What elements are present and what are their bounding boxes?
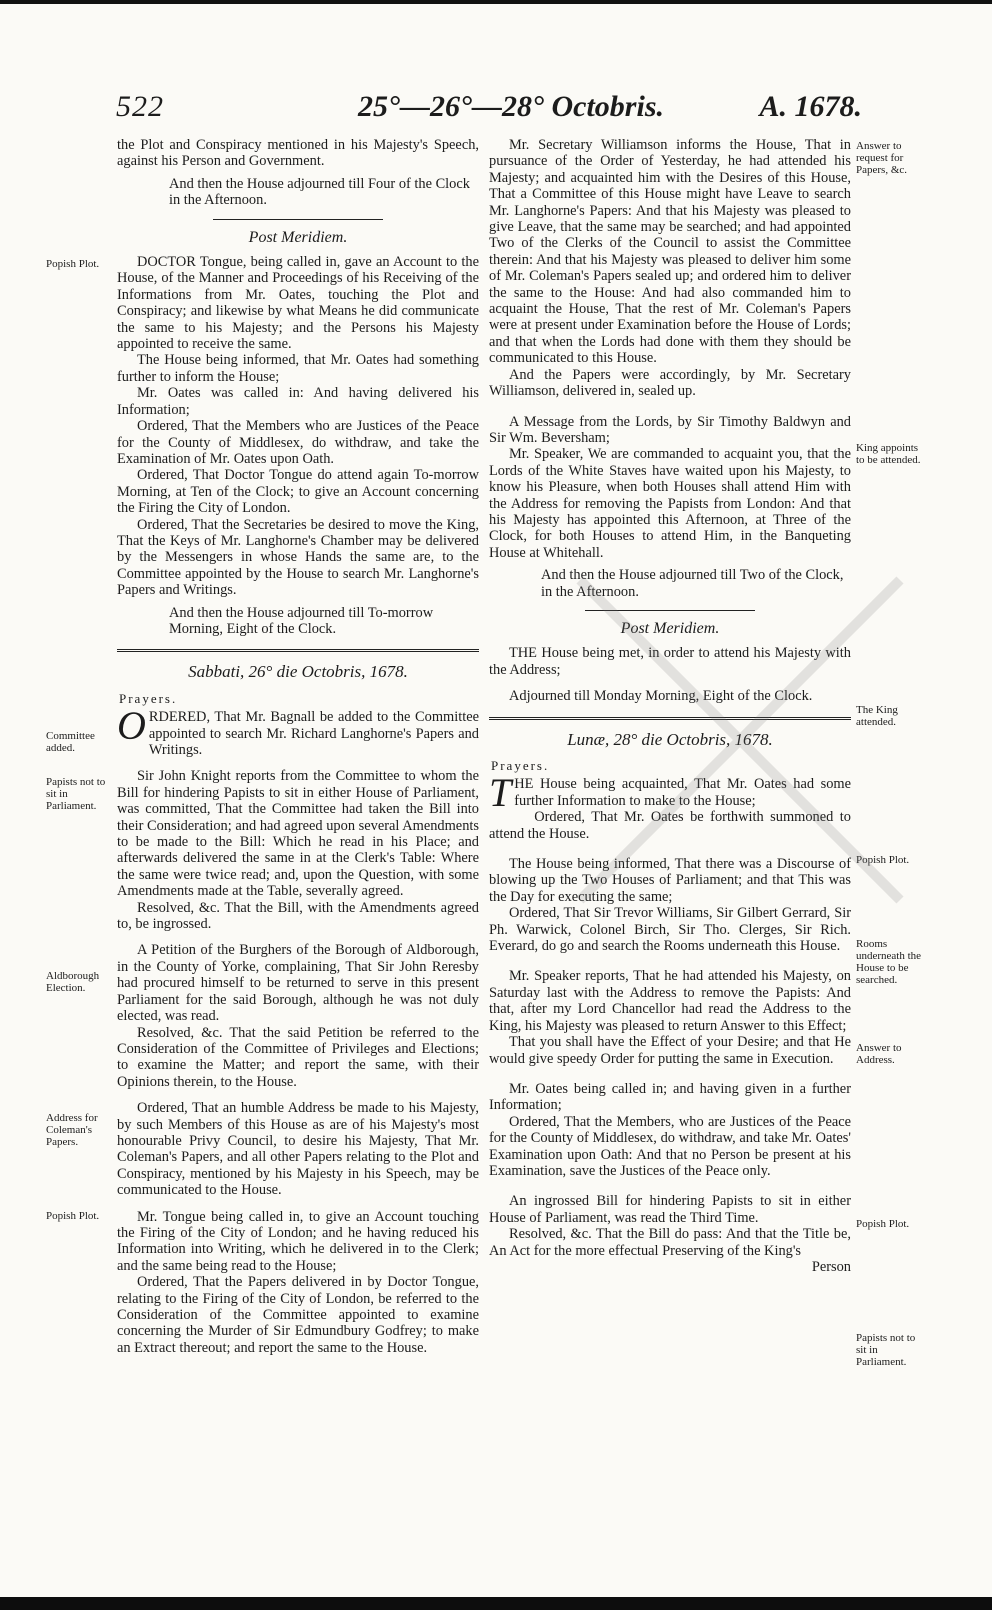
adjournment: And then the House adjourned till Two of the Clock, in the Afternoon. <box>541 567 844 600</box>
paragraph: Ordered, That the Members, who are Justices of the Peace for the County of Middlesex, do withdraw, and take Mr. Oates' Examination upon Oath: And that no Person be present at his Examination, save the Justices of the Peace only. <box>489 1113 851 1179</box>
page-header <box>116 90 862 134</box>
margin-note: Papists not to sit in Parliament. <box>46 776 106 812</box>
drop-cap: O <box>117 703 146 749</box>
left-column <box>117 137 479 1356</box>
margin-note: Popish Plot. <box>856 854 910 866</box>
paragraph: A Message from the Lords, by Sir Timothy Baldwyn and Sir Wm. Beversham; <box>489 413 851 446</box>
paragraph: Ordered, That Sir Trevor Williams, Sir Gilbert Gerrard, Sir Ph. Warwick, Colonel Birch, Sir Tho. Clerges, Sir Rich. Everard, do go and search the Rooms underneath this House. <box>489 905 851 955</box>
margin-note: Popish Plot. <box>46 1210 100 1222</box>
paragraph: An ingrossed Bill for hindering Papists to sit in either House of Parliament, was read the Third Time. <box>489 1193 851 1226</box>
paragraph: Mr. Speaker, We are commanded to acquaint you, that the Lords of the White Staves have waited upon his Majesty, to know his Pleasure, when both Houses shall attend Him with the Address for removing the Papists from London: And that his Majesty has appointed this Afternoon, at Three of the Clock, for both Houses to attend Him, in the Banqueting House at Whitehall. <box>489 446 851 561</box>
paragraph-text: HE House being acquainted, That Mr. Oates had some further Information to make to the House; <box>514 776 851 809</box>
paragraph: Resolved, &c. That the Bill, with the Amendments agreed to, be ingrossed. <box>117 899 479 933</box>
margin-note: Address for Coleman's Papers. <box>46 1112 98 1148</box>
paragraph: the Plot and Conspiracy mentioned in his Majesty's Speech, against his Person and Government. <box>117 137 479 170</box>
section-divider <box>117 649 479 652</box>
paragraph: DOCTOR Tongue, being called in, gave an Account to the House, of the Manner and Proceedings of his Receiving of the Informations from Mr. Oates, touching the Plot and Conspiracy; and likewise by what Means he did communicate the same to his Majesty; and the Persons his Majesty appointed to receive the same. <box>117 254 479 353</box>
section-divider <box>489 717 851 720</box>
margin-note: Aldborough Election. <box>46 970 100 994</box>
prayers-label: Prayers. <box>491 758 550 773</box>
margin-note: Popish Plot. <box>46 258 100 270</box>
drop-cap: T <box>489 770 512 816</box>
paragraph: The House being informed, that Mr. Oates had something further to inform the House; <box>117 352 479 385</box>
page-top-border <box>0 0 992 4</box>
paragraph: THE House being met, in order to attend his Majesty with the Address; <box>489 645 851 678</box>
divider <box>213 219 383 220</box>
paragraph: Ordered, That Doctor Tongue do attend again To-morrow Morning, at Ten of the Clock; to give an Account concerning the Firing the City of London. <box>117 467 479 517</box>
prayers-label: Prayers. <box>119 690 178 706</box>
paragraph-text: RDERED, That Mr. Bagnall be added to the Committee appointed to search Mr. Richard Langhorne's Papers and Writings. <box>148 709 479 758</box>
adjournment: And then the House adjourned till To-morrow Morning, Eight of the Clock. <box>169 604 434 637</box>
paragraph: Ordered, That the Papers delivered in by Doctor Tongue, relating to the Firing of the City of London, be referred to the Consideration of the Committee appointed to examine concerning the Murder of Sir Edmundbury Godfrey; to make an Extract thereout; and report the same to the House. <box>117 1274 479 1356</box>
paragraph: A Petition of the Burghers of the Borough of Aldborough, in the County of Yorke, complaining, That Sir John Reresby had procured himself to be returned to serve in this present Parliament for the said Borough, although he was not duly elected, was read. <box>117 942 479 1025</box>
catchword: Person <box>811 1258 851 1275</box>
margin-note: The King attended. <box>856 704 898 728</box>
paragraph: And the Papers were accordingly, by Mr. Secretary Williamson, delivered in, sealed up. <box>489 366 851 400</box>
margin-note: Papists not to sit in Parliament. <box>856 1332 916 1368</box>
paragraph-dropcap <box>489 770 851 816</box>
header-year: A. 1678. <box>759 90 862 123</box>
paragraph: Mr. Oates being called in; and having given in a further Information; <box>489 1080 851 1114</box>
day-heading: Sabbati, 26° die Octobris, 1678. <box>188 662 408 682</box>
margin-note: King appoints to be attended. <box>856 442 921 466</box>
paragraph: Ordered, That the Secretaries be desired to move the King, That the Keys of Mr. Langhorne's Chamber may be delivered by the Messengers in whose Hands the same are, to the Committee appointed by the House to search Mr. Langhorne's Papers and Writings. <box>117 516 479 599</box>
paragraph: Mr. Speaker reports, That he had attended his Majesty, on Saturday last with the Address to remove the Papists: And that, after my Lord Chancellor had read the Address to the King, his Majesty was pleased to return Answer to this Effect; <box>489 968 851 1034</box>
margin-note: Committee added. <box>46 730 95 754</box>
paragraph: Sir John Knight reports from the Committee to whom the Bill for hindering Papists to sit in either House of Parliament, was committed, That the Committee had taken the Bill into their Consideration; and had agreed upon several Amendments to be made to the Bill: Which he read in his Place; and afterwards delivered the same in at the Clerk's Table: Where the same were twice read; and, upon the Question, with some Amendments made at the Table, severally agreed. <box>117 768 479 900</box>
paragraph: Ordered, That the Members who are Justices of the Peace for the County of Middlesex, do withdraw, and take the Examination of Mr. Oates upon Oath. <box>117 418 479 467</box>
paragraph: The House being informed, That there was a Discourse of blowing up the Two Houses of Parliament; and that This was the Day for executing the same; <box>489 856 851 905</box>
section-heading: Post Meridiem. <box>248 228 348 246</box>
margin-note: Answer to request for Papers, &c. <box>856 140 908 176</box>
paragraph: Mr. Oates was called in: And having delivered his Information; <box>117 385 479 418</box>
paragraph: That you shall have the Effect of your Desire; and that He would give speedy Order for putting the same in Execution. <box>489 1034 851 1067</box>
paragraph-dropcap <box>117 703 479 758</box>
margin-note: Popish Plot. <box>856 1218 910 1230</box>
paragraph: Resolved, &c. That the Bill do pass: And that the Title be, An Act for the more effectual Preserving of the King's <box>489 1226 851 1259</box>
section-heading: Post Meridiem. <box>620 619 720 637</box>
divider <box>585 610 755 611</box>
paragraph: Adjourned till Monday Morning, Eight of the Clock. <box>509 688 813 705</box>
paragraph: Mr. Tongue being called in, to give an Account touching the Firing of the City of London; and he having reduced his Information into Writing, which he delivered in to the Clerk; and the same being read to the House; <box>117 1208 479 1274</box>
adjournment: And then the House adjourned till Four of the Clock in the Afternoon. <box>169 175 470 209</box>
margin-note: Rooms underneath the House to be searched. <box>856 938 922 986</box>
paragraph: Mr. Secretary Williamson informs the House, That in pursuance of the Order of Yesterday, he had attended his Majesty; and acquainted him with the Desires of this House, That a Committee of this House might have Leave to search Mr. Langhorne's Papers: And that his Majesty was pleased to give Leave, that the same may be searched; and had appointed Two of the Clerks of the Council to assist the Committee therein: And that his Majesty was pleased to deliver him some of Mr. Coleman's Papers sealed up; and ordered him to deliver the same to the House: And had also commanded him to acquaint the House, That the rest of Mr. Coleman's Papers were at present under Examination before the House of Lords; and that when the Lords had done with them they should be communicated to this House. <box>489 137 851 367</box>
paragraph: Resolved, &c. That the said Petition be referred to the Consideration of the Committee of Privileges and Elections; to examine the Matter; and report the same, with their Opinions therein, to the House. <box>117 1024 479 1090</box>
margin-note: Answer to Address. <box>856 1042 902 1066</box>
header-dates: 25°—26°—28° Octobris. <box>358 90 664 123</box>
page-number: 522 <box>116 90 164 123</box>
day-heading: Lunæ, 28° die Octobris, 1678. <box>567 729 773 749</box>
paragraph: Ordered, That Mr. Oates be forthwith summoned to attend the House. <box>489 809 851 842</box>
page-bottom-border <box>0 1597 992 1610</box>
paragraph: Ordered, That an humble Address be made to his Majesty, by such Members of this House as are of his Majesty's most honourable Privy Council, to desire his Majesty, That Mr. Coleman's Papers, and all other Papers relating to the Plot and Conspiracy, mentioned by his Majesty in his Speech, may be communicated to the House. <box>117 1100 479 1199</box>
right-column <box>489 137 851 1275</box>
